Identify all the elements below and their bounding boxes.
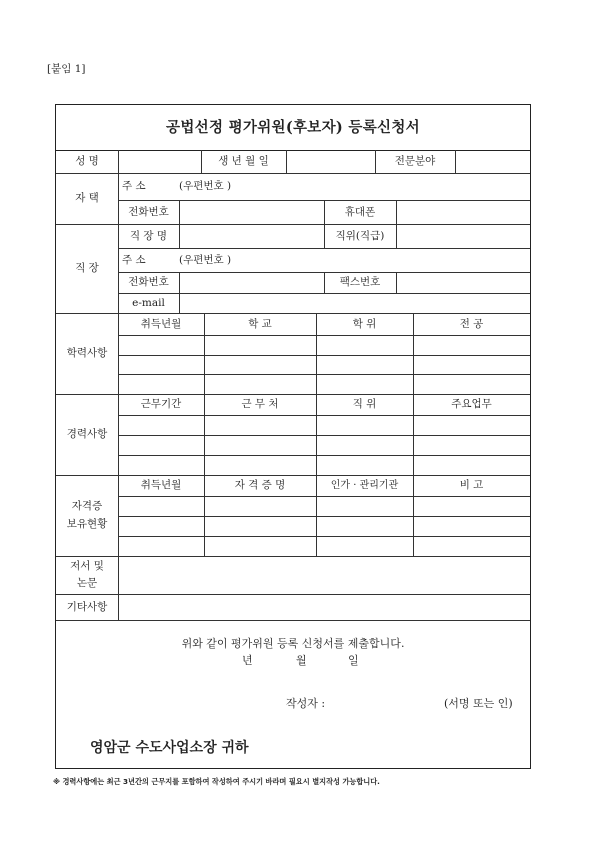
work-fax-label: 팩스번호 — [339, 276, 381, 288]
row-line — [56, 620, 530, 621]
work-company-label: 직 장 명 — [129, 230, 168, 242]
date-day: 일 — [348, 654, 359, 667]
other-label: 기타사항 — [66, 601, 108, 613]
addressee: 영암군 수도사업소장 귀하 — [90, 740, 249, 756]
career-header: 근 무 처 — [241, 398, 279, 410]
writer-label: 작성자 : — [286, 697, 326, 710]
row-line — [118, 435, 530, 436]
education-header: 취득년월 — [140, 318, 182, 330]
home-phone-label: 전화번호 — [128, 206, 169, 218]
career-header: 직 위 — [352, 398, 377, 410]
license-header: 비 고 — [459, 479, 484, 491]
row-line — [118, 355, 530, 356]
application-form — [55, 104, 531, 769]
work-section-label: 직 장 — [75, 262, 99, 274]
col-line — [204, 313, 205, 556]
specialty-label: 전문분야 — [394, 155, 436, 167]
education-header: 학 위 — [352, 318, 377, 330]
col-line — [286, 150, 287, 173]
col-line — [179, 272, 180, 313]
education-header: 학 교 — [248, 318, 272, 330]
work-address-label: 주 소 — [122, 254, 146, 266]
row-line — [118, 374, 530, 375]
home-zip-label: (우편번호 ) — [179, 180, 232, 192]
work-email-label: e-mail — [132, 297, 165, 309]
row-line — [118, 415, 530, 416]
work-position-label: 직위(직급) — [335, 230, 385, 242]
license-section-line: 보유현황 — [66, 518, 108, 530]
home-address-label: 주 소 — [122, 180, 146, 192]
col-line — [179, 224, 180, 248]
col-line — [396, 272, 397, 293]
birth-label: 생 년 월 일 — [218, 155, 269, 167]
license-header: 자 격 증 명 — [234, 479, 286, 491]
signature-label: (서명 또는 인) — [444, 697, 513, 710]
work-zip-label: (우편번호 ) — [179, 254, 232, 266]
footnote: ※ 경력사항에는 최근 3년간의 근무지를 포함하여 작성하여 주시기 바라며 필요시 별지작성 가능합니다. — [53, 777, 380, 786]
col-line — [413, 313, 414, 556]
writings-line: 논문 — [76, 577, 98, 589]
work-phone-label: 전화번호 — [128, 276, 169, 288]
home-section-label: 자 택 — [75, 192, 99, 204]
education-header: 전 공 — [459, 318, 484, 330]
writings-line: 저서 및 — [70, 560, 104, 572]
license-section-label — [56, 475, 118, 556]
career-header: 근무기간 — [140, 398, 182, 410]
row-line — [118, 536, 530, 537]
career-header: 주요업무 — [451, 398, 492, 410]
home-mobile-label: 휴대폰 — [344, 206, 376, 218]
license-section-line: 자격증 — [71, 500, 103, 512]
career-section-label: 경력사항 — [66, 428, 108, 440]
license-header: 인가 · 관리기관 — [330, 480, 399, 491]
declaration-text: 위와 같이 평가위원 등록 신청서를 제출합니다. — [181, 637, 405, 650]
name-label: 성 명 — [75, 155, 99, 167]
col-line — [396, 200, 397, 224]
col-line — [179, 200, 180, 224]
license-header: 취득년월 — [140, 479, 182, 491]
row-line — [118, 516, 530, 517]
row-line — [56, 594, 530, 595]
row-line — [118, 496, 530, 497]
row-line — [118, 335, 530, 336]
attachment-label: [붙임 1] — [47, 63, 86, 75]
education-section-label: 학력사항 — [66, 347, 108, 359]
row-line — [56, 556, 530, 557]
col-line — [316, 313, 317, 556]
form-title: 공법선정 평가위원(후보자) 등록신청서 — [56, 105, 530, 151]
date-year: 년 — [242, 654, 253, 667]
col-line — [455, 150, 456, 173]
writings-label — [56, 556, 118, 594]
date-month: 월 — [296, 654, 307, 667]
col-line — [396, 224, 397, 248]
row-line — [118, 455, 530, 456]
